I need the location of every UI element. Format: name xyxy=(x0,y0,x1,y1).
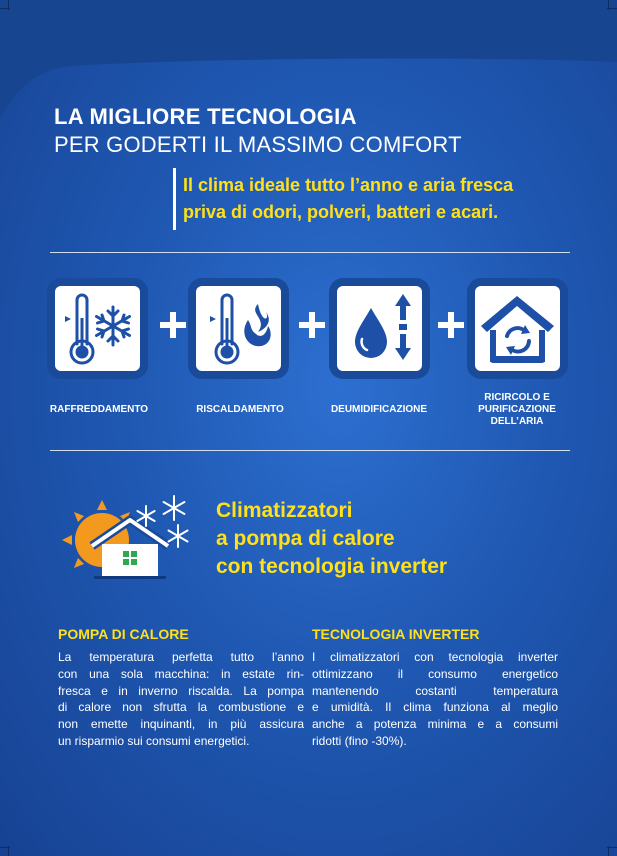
text-line: e umidità. Il clima funziona al meglio xyxy=(312,700,558,715)
plus-icon xyxy=(160,312,186,338)
feature-card-air-recirculation xyxy=(467,278,568,379)
slogan xyxy=(183,172,513,226)
text-line: La temperatura perfetta tutto l’anno xyxy=(58,650,304,664)
top-band xyxy=(0,0,617,120)
product-heading-line: con tecnologia inverter xyxy=(216,555,448,578)
text-line: ottimizzano il consumo energetico xyxy=(312,666,558,681)
crop-mark xyxy=(0,8,10,19)
slogan-line: priva di odori, polveri, batteri e acari. xyxy=(183,202,499,222)
text-line: di calore non sfrutta la combustione e xyxy=(58,700,304,715)
crop-mark xyxy=(607,8,617,19)
column-title-heat-pump: POMPA DI CALORE xyxy=(58,626,189,642)
feature-label-line: DELL’ARIA xyxy=(490,416,544,427)
thermometer-flame-icon xyxy=(196,286,281,371)
feature-label: RISCALDAMENTO xyxy=(196,404,284,415)
text-line: non emette inquinanti, in più assicura xyxy=(58,717,304,732)
product-heading xyxy=(216,497,447,581)
page-title: LA MIGLIORE TECNOLOGIA xyxy=(54,104,357,129)
text-line: con una sola macchina: in estate rin- xyxy=(58,666,304,681)
feature-label: RAFFREDDAMENTO xyxy=(49,404,149,415)
feature-label-line: RICIRCOLO E xyxy=(484,392,550,403)
feature-card-dehumidification xyxy=(329,278,430,379)
column-title-inverter: TECNOLOGIA INVERTER xyxy=(312,626,480,642)
divider xyxy=(50,252,570,253)
product-heading-line: a pompa di calore xyxy=(216,527,395,550)
text-line: fresca e in inverno riscalda. La pompa xyxy=(58,683,304,698)
crop-mark xyxy=(607,837,617,848)
column-text-inverter xyxy=(312,649,558,750)
plus-icon xyxy=(299,312,325,338)
product-heading-line: Climatizzatori xyxy=(216,499,353,522)
text-line: I climatizzatori con tecnologia inverter xyxy=(312,650,558,664)
feature-card-cooling xyxy=(47,278,148,379)
thermometer-snowflake-icon xyxy=(55,286,140,371)
page-subtitle: PER GODERTI IL MASSIMO COMFORT xyxy=(54,132,462,157)
feature-label-multiline xyxy=(452,392,582,428)
crop-mark xyxy=(0,837,10,848)
text-line: anche a potenza minima e a consumi xyxy=(312,717,558,732)
slogan-line: Il clima ideale tutto l’anno e aria fresca xyxy=(183,175,514,195)
text-line: ridotti (fino -30%). xyxy=(312,733,407,748)
feature-card-heating xyxy=(188,278,289,379)
sun-house-snowflakes-icon xyxy=(50,488,200,588)
plus-icon xyxy=(438,312,464,338)
house-recycle-icon xyxy=(475,286,560,371)
text-line: un risparmio sui consumi energetici. xyxy=(58,733,250,748)
accent-bar xyxy=(173,168,176,230)
divider xyxy=(50,450,570,451)
text-line: mantenendo costanti temperatura xyxy=(312,683,558,698)
feature-label-line: PURIFICAZIONE xyxy=(478,404,556,415)
water-drop-arrows-icon xyxy=(337,286,422,371)
feature-label: DEUMIDIFICAZIONE xyxy=(330,404,428,415)
column-text-heat-pump xyxy=(58,649,304,750)
